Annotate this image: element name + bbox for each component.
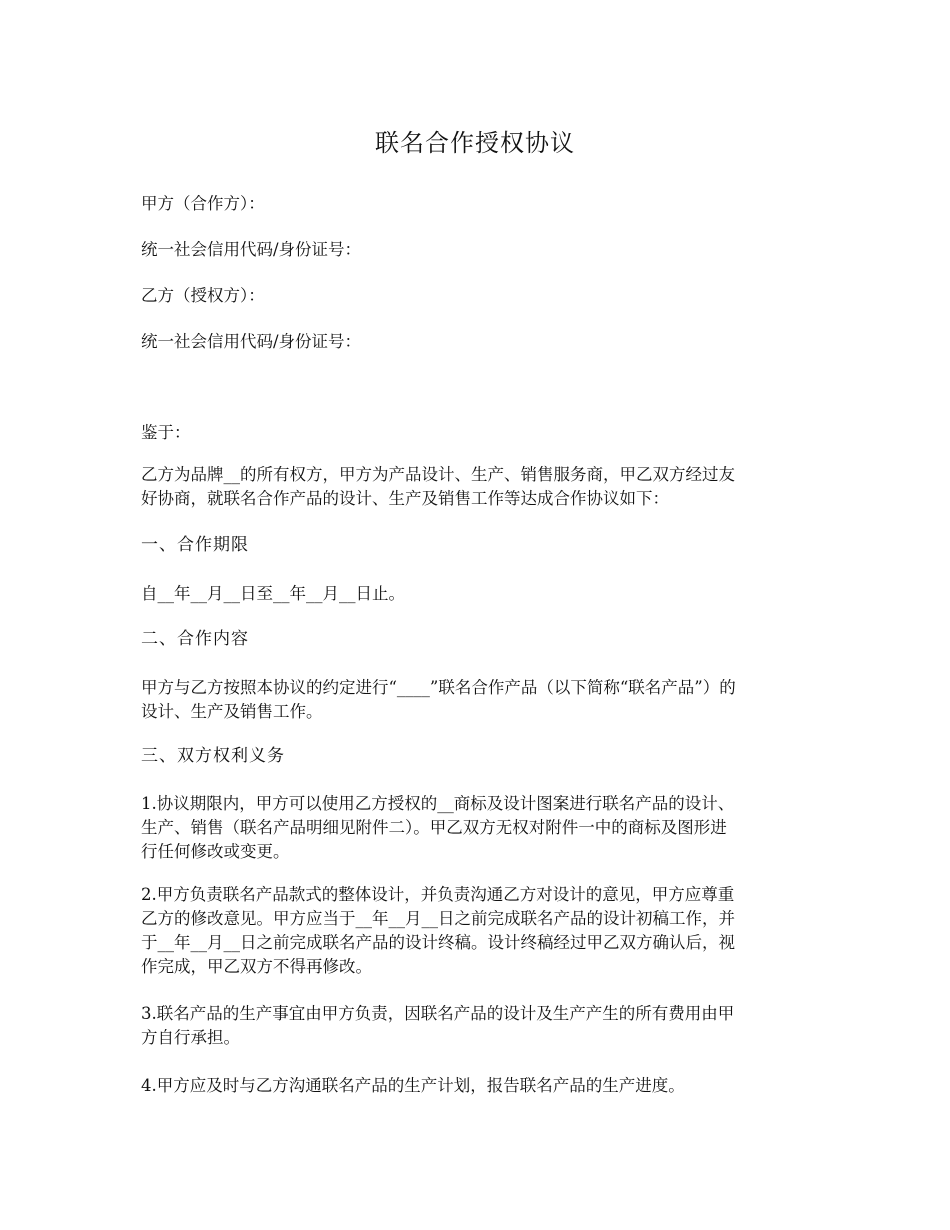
section-heading-term: 一、合作期限 bbox=[141, 535, 249, 555]
paragraph-line: 甲方与乙方按照本协议的约定进行“____”联名合作产品（以下简称“联名产品”）的 bbox=[141, 678, 736, 697]
clause-2 bbox=[141, 883, 821, 979]
term-dates-line: 自__年__月__日至__年__月__日止。 bbox=[141, 584, 405, 603]
paragraph-line: 方自行承担。 bbox=[141, 1028, 240, 1047]
paragraph-line: 4.甲方应及时与乙方沟通联名产品的生产计划，报告联名产品的生产进度。 bbox=[141, 1076, 685, 1095]
section-heading-content: 二、合作内容 bbox=[141, 629, 249, 649]
paragraph-line: 作完成，甲乙双方不得再修改。 bbox=[141, 957, 372, 976]
paragraph-line: 2.甲方负责联名产品款式的整体设计，并负责沟通乙方对设计的意见，甲方应尊重 bbox=[141, 885, 735, 904]
paragraph-line: 于__年__月__日之前完成联名产品的设计终稿。设计终稿经过甲乙双方确认后，视 bbox=[141, 933, 735, 952]
intro-paragraph bbox=[141, 463, 821, 511]
party-a-line: 甲方（合作方）： bbox=[141, 194, 265, 213]
section-heading-rights: 三、双方权利义务 bbox=[141, 746, 285, 766]
paragraph-line: 设计、生产及销售工作。 bbox=[141, 702, 323, 721]
clause-3 bbox=[141, 1002, 821, 1050]
party-b-id-line: 统一社会信用代码/身份证号： bbox=[141, 332, 362, 351]
paragraph-line: 乙方为品牌__的所有权方，甲方为产品设计、生产、销售服务商，甲乙双方经过友 bbox=[141, 465, 735, 484]
paragraph-line: 乙方的修改意见。甲方应当于__年__月__日之前完成联名产品的设计初稿工作，并 bbox=[141, 909, 735, 928]
paragraph-line: 生产、销售（联名产品明细见附件二）。甲乙双方无权对附件一中的商标及图形进 bbox=[141, 818, 727, 837]
clause-1 bbox=[141, 792, 821, 864]
document-title: 联名合作授权协议 bbox=[375, 129, 575, 157]
clause-4 bbox=[141, 1074, 821, 1098]
paragraph-line: 行任何修改或变更。 bbox=[141, 842, 290, 861]
whereas-label: 鉴于： bbox=[141, 423, 191, 442]
party-b-line: 乙方（授权方）： bbox=[141, 286, 265, 305]
paragraph-line: 1.协议期限内，甲方可以使用乙方授权的__商标及设计图案进行联名产品的设计、 bbox=[141, 794, 735, 813]
party-a-id-line: 统一社会信用代码/身份证号： bbox=[141, 240, 362, 259]
paragraph-line: 3.联名产品的生产事宜由甲方负责，因联名产品的设计及生产产生的所有费用由甲 bbox=[141, 1004, 735, 1023]
paragraph-line: 好协商，就联名合作产品的设计、生产及销售工作等达成合作协议如下： bbox=[141, 489, 669, 508]
content-paragraph bbox=[141, 676, 821, 724]
